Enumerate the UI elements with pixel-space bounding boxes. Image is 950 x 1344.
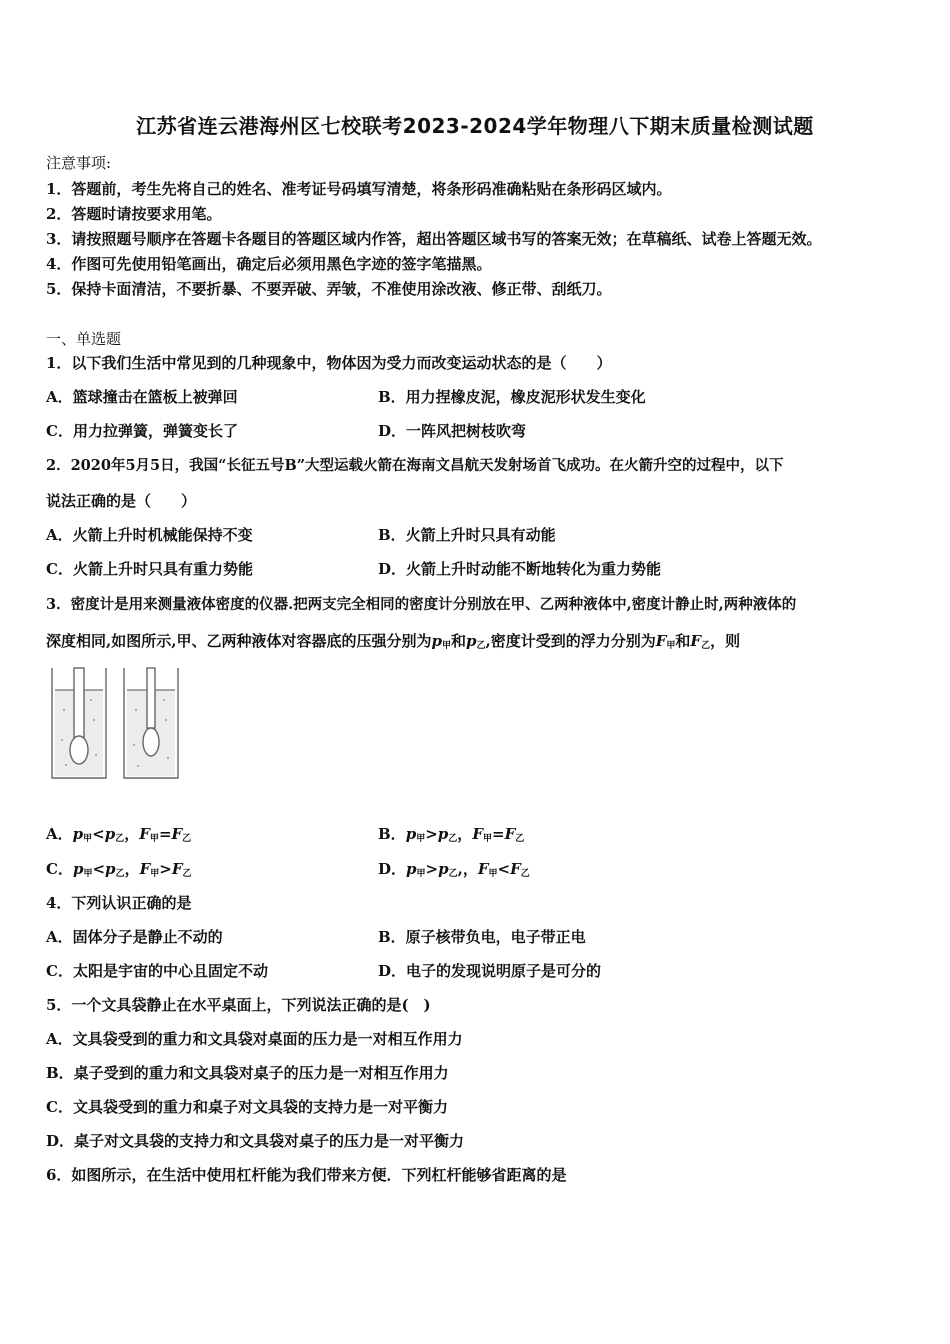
q5-option-d: D．桌子对文具袋的支持力和文具袋对桌子的压力是一对平衡力 <box>46 1132 465 1150</box>
q3-stem-line2 <box>46 630 740 651</box>
q5-option-b: B．桌子受到的重力和文具袋对桌子的压力是一对相互作用力 <box>46 1064 449 1082</box>
symbol-f: F <box>171 860 183 878</box>
symbol-f: F <box>139 825 150 843</box>
q3-stem-text-a: 深度相同,如图所示,甲、乙两种液体对容器底的压强分别为 <box>46 632 432 650</box>
subscript-jia: 甲 <box>666 641 676 651</box>
hydrometer-jia-stem <box>74 668 84 738</box>
q4-option-c: C．太阳是宇宙的中心且固定不动 <box>46 962 268 980</box>
q6-stem: 6．如图所示，在生活中使用杠杆能为我们带来方便．下列杠杆能够省距离的是 <box>46 1166 567 1184</box>
q3-option-c <box>46 858 192 879</box>
subscript-yi: 乙 <box>701 641 711 651</box>
q3-option-d <box>378 858 530 879</box>
subscript-yi: 乙 <box>115 834 125 844</box>
subscript-yi: 乙 <box>448 834 458 844</box>
symbol-p: p <box>105 860 116 878</box>
q2-stem-line1: 2．2020年5月5日，我国“长征五号B”大型运载火箭在海南文昌航天发射场首飞成功。在火箭升空的过程中，以下 <box>46 457 784 474</box>
subscript-jia: 甲 <box>416 834 426 844</box>
symbol-f: F <box>139 860 151 878</box>
subscript-yi: 乙 <box>448 869 458 879</box>
q2-option-a: A．火箭上升时机械能保持不变 <box>46 526 253 544</box>
q2-stem-line2: 说法正确的是（ ） <box>46 492 197 510</box>
notice-heading: 注意事项: <box>46 154 112 172</box>
symbol-p: p <box>405 825 417 843</box>
q3-option-b <box>378 823 524 844</box>
operator: < <box>92 825 105 843</box>
q3-and: 和 <box>675 632 691 650</box>
subscript-jia: 甲 <box>482 834 492 844</box>
symbol-p: p <box>104 825 116 843</box>
section-heading: 一、单选题 <box>46 330 122 348</box>
symbol-f: F <box>510 860 521 878</box>
subscript-jia: 甲 <box>416 869 426 879</box>
symbol-f: F <box>472 825 483 843</box>
hydrometer-figure <box>46 660 186 790</box>
symbol-p: p <box>438 860 449 878</box>
separator: ， <box>124 825 140 843</box>
symbol-f: F <box>504 825 516 843</box>
operator: < <box>497 860 511 878</box>
subscript-jia: 甲 <box>150 869 160 879</box>
q1-option-d: D．一阵风把树枝吹弯 <box>378 422 527 440</box>
subscript-yi: 乙 <box>182 834 192 844</box>
q2-option-d: D．火箭上升时动能不断地转化为重力势能 <box>378 560 662 578</box>
option-label: C． <box>46 860 73 878</box>
q4-option-a: A．固体分子是静止不动的 <box>46 928 223 946</box>
separator: ,， <box>457 860 478 878</box>
q3-stem-line1: 3．密度计是用来测量液体密度的仪器.把两支完全相同的密度计分别放在甲、乙两种液体中,密度计静止时,两种液体的 <box>46 596 797 613</box>
symbol-p: p <box>437 825 449 843</box>
q1-option-c: C．用力拉弹簧，弹簧变长了 <box>46 422 238 440</box>
hydrometer-jia-bulb <box>70 736 88 764</box>
subscript-yi: 乙 <box>182 869 192 879</box>
q4-stem: 4．下列认识正确的是 <box>46 894 192 912</box>
option-label: B． <box>378 825 406 843</box>
subscript-jia: 甲 <box>441 641 451 651</box>
q5-option-a: A．文具袋受到的重力和文具袋对桌面的压力是一对相互作用力 <box>46 1030 463 1048</box>
q3-and: 和 <box>450 632 466 650</box>
option-label: D． <box>378 860 407 878</box>
notice-item-2: 2．答题时请按要求用笔。 <box>46 205 222 223</box>
separator: ， <box>124 860 140 878</box>
symbol-p: p <box>465 632 477 650</box>
q1-stem: 1．以下我们生活中常见到的几种现象中，物体因为受力而改变运动状态的是（ ） <box>46 354 612 372</box>
symbol-p: p <box>431 632 442 650</box>
q2-option-c: C．火箭上升时只具有重力势能 <box>46 560 253 578</box>
q2-option-b: B．火箭上升时只具有动能 <box>378 526 556 544</box>
q3-option-a <box>46 823 191 844</box>
q3-stem-text-b: ,密度计受到的浮力分别为 <box>485 632 656 650</box>
operator: = <box>158 825 172 843</box>
notice-item-3: 3．请按照题号顺序在答题卡各题目的答题区域内作答，超出答题区域书写的答案无效；在草稿纸、试卷上答题无效。 <box>46 230 822 248</box>
q4-option-b: B．原子核带负电，电子带正电 <box>378 928 586 946</box>
symbol-p: p <box>72 825 84 843</box>
q3-stem-text-c: ，则 <box>710 632 741 650</box>
symbol-p: p <box>406 860 417 878</box>
notice-item-1: 1．答题前，考生先将自己的姓名、准考证号码填写清楚，将条形码准确粘贴在条形码区域内。 <box>46 180 672 198</box>
subscript-yi: 乙 <box>115 869 125 879</box>
q5-stem: 5．一个文具袋静止在水平桌面上，下列说法正确的是( ) <box>46 996 431 1014</box>
subscript-jia: 甲 <box>83 834 93 844</box>
q1-option-a: A．篮球撞击在篮板上被弹回 <box>46 388 238 406</box>
subscript-yi: 乙 <box>520 869 530 879</box>
symbol-f: F <box>655 632 667 650</box>
operator: > <box>425 825 438 843</box>
subscript-jia: 甲 <box>83 869 93 879</box>
operator: > <box>425 860 439 878</box>
hydrometer-yi-stem <box>147 668 155 728</box>
subscript-jia: 甲 <box>149 834 159 844</box>
symbol-f: F <box>171 825 183 843</box>
symbol-f: F <box>690 632 702 650</box>
subscript-yi: 乙 <box>515 834 525 844</box>
q4-option-d: D．电子的发现说明原子是可分的 <box>378 962 602 980</box>
symbol-f: F <box>477 860 489 878</box>
notice-item-5: 5．保持卡面清洁，不要折暴、不要弄破、弄皱，不准使用涂改液、修正带、刮纸刀。 <box>46 280 612 298</box>
hydrometer-yi-bulb <box>143 728 159 756</box>
subscript-jia: 甲 <box>488 869 498 879</box>
symbol-p: p <box>72 860 84 878</box>
operator: > <box>159 860 172 878</box>
operator: < <box>92 860 106 878</box>
q1-option-b: B．用力捏橡皮泥，橡皮泥形状发生变化 <box>378 388 646 406</box>
notice-item-4: 4．作图可先使用铅笔画出，确定后必须用黑色字迹的签字笔描黑。 <box>46 255 492 273</box>
option-label: A． <box>46 825 73 843</box>
exam-title: 江苏省连云港海州区七校联考2023-2024学年物理八下期末质量检测试题 <box>136 114 814 138</box>
subscript-yi: 乙 <box>476 641 486 651</box>
separator: ， <box>457 825 473 843</box>
q5-option-c: C．文具袋受到的重力和桌子对文具袋的支持力是一对平衡力 <box>46 1098 448 1116</box>
operator: = <box>491 825 505 843</box>
